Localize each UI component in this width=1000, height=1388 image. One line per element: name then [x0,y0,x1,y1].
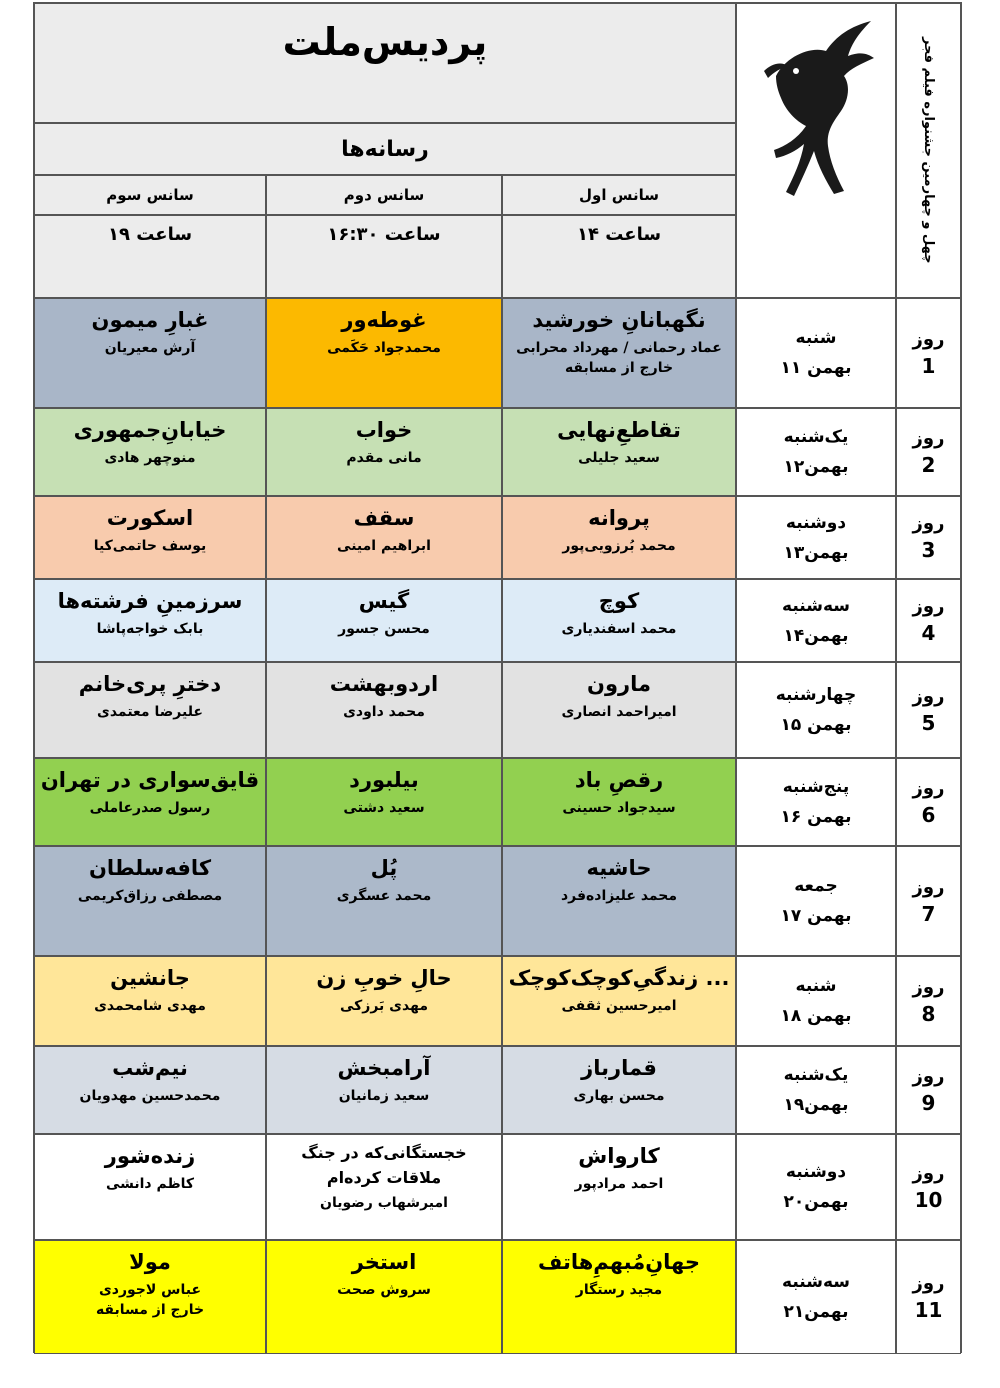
film-cell [502,846,736,956]
session-3-label-cell [34,175,266,215]
film-director: علیرضا معتمدی [97,704,203,721]
day-date: ۱۶ بهمن [780,807,852,827]
film-title: مارون [587,672,651,696]
day-word: روز [912,427,945,449]
film-title: جانشین [110,966,190,990]
film-title: کوچ [598,589,640,613]
film-title: دخترِ پری‌خانم [78,672,222,696]
day-name: دوشنبه [785,1162,847,1182]
film-director: محمدحسین مهدویان [79,1088,221,1105]
film-title: رقصِ باد [574,768,664,792]
film-director: رسول صدرعاملی [89,800,211,817]
film-note: خارج از مسابقه [95,1302,205,1319]
film-note: خارج از مسابقه [564,360,674,377]
day-name: سه‌شنبه [782,1272,850,1292]
day-date-cell [736,662,896,758]
film-cell [34,496,266,579]
day-word: روز [912,876,945,898]
film-title: جهانِ‌مُبهمِ‌هاتف [537,1250,701,1274]
film-title: زنده‌شور [104,1144,196,1168]
day-date: ۱۸ بهمن [780,1006,852,1026]
day-date-cell [736,846,896,956]
day-date: ۱۲بهمن [783,457,849,477]
film-title: کارواش [578,1144,660,1168]
film-cell [502,956,736,1046]
film-director: سعید زمانیان [338,1088,430,1105]
day-number: 5 [921,710,936,735]
film-director: محمد علیزاده‌فرد [560,888,678,905]
day-date: ۱۳بهمن [783,542,849,563]
day-date-cell [736,298,896,408]
session-3-label: سانس سوم [106,186,194,204]
film-title: آرامبخش [337,1056,431,1080]
film-director: منوچهر هادی [104,450,196,467]
day-name: پنج‌شنبه [782,777,850,797]
film-cell [34,408,266,496]
film-cell [502,579,736,662]
film-cell [266,662,502,758]
festival-cell [896,3,961,298]
film-cell [34,298,266,408]
film-title: اسکورت [106,506,194,530]
film-cell [34,662,266,758]
film-title: سقف [353,506,415,530]
day-number-cell [896,956,961,1046]
day-number: 9 [921,1090,936,1115]
day-name: دوشنبه [785,512,847,533]
film-cell [34,1046,266,1134]
film-title: خجستگانی‌که در جنگ [301,1143,467,1162]
film-cell [502,1240,736,1354]
film-cell [502,298,736,408]
day-number: 2 [921,452,936,477]
film-director: محسن بهاری [573,1088,665,1105]
day-date-cell [736,1134,896,1240]
film-cell [266,579,502,662]
title-cell [34,3,736,123]
day-date-cell [736,1240,896,1354]
day-word: روز [912,777,945,799]
day-name: یک‌شنبه [783,427,849,447]
day-date: ۱۹بهمن [783,1095,849,1115]
film-director: عماد رحمانی / مهرداد محرابی [516,340,722,357]
day-date: ۱۱ بهمن [780,358,852,378]
session-2-label: سانس دوم [343,186,425,204]
film-director: آرش معیریان [104,340,196,357]
film-cell [266,496,502,579]
venue-title: رسانه‌ها [341,136,429,162]
film-title: نیم‌شب [112,1056,188,1080]
film-director: مهدی بَرزکی [339,998,429,1015]
day-number-cell [896,758,961,846]
day-date-cell [736,496,896,579]
film-cell [34,1134,266,1240]
day-number: 6 [921,802,936,827]
session-1-label: سانس اول [579,186,659,204]
day-date: ۲۱بهمن [783,1302,849,1322]
film-director: سیدجواد حسینی [562,800,676,817]
day-name: یک‌شنبه [783,1065,849,1085]
film-title: حالِ خوبِ زن [316,966,452,990]
film-director: کاظم دانشی [105,1176,195,1193]
film-director: محمد داودی [343,704,425,721]
film-director: عباس لاجوردی [98,1282,202,1299]
film-director: امیرحسین ثقفی [561,998,677,1015]
film-title: خواب [355,418,413,442]
film-director: مجید رستگار [575,1282,663,1299]
day-number-cell [896,298,961,408]
film-cell [266,846,502,956]
film-cell [502,496,736,579]
film-cell [266,1240,502,1354]
day-number: 3 [921,538,936,562]
day-name: چهارشنبه [775,685,857,705]
film-cell [266,408,502,496]
schedule-table [33,2,962,1353]
film-cell [34,758,266,846]
film-director: محمدجواد حَکَمی [327,340,441,357]
day-name: شنبه [795,976,837,996]
day-word: روز [912,596,945,617]
day-name: شنبه [795,328,837,348]
day-number: 8 [921,1001,936,1026]
film-director: سعید دشتی [343,800,425,817]
day-number-cell [896,579,961,662]
day-word: روز [912,1162,945,1184]
film-director: سعید جلیلی [578,450,660,467]
day-number: 10 [914,1187,943,1212]
film-director: ابراهیم امینی [337,538,431,555]
day-number-cell [896,1240,961,1354]
film-director: مهدی شامحمدی [94,998,206,1015]
film-title: اردوبهشت [329,672,439,696]
day-number-cell [896,496,961,579]
film-director: مانی مقدم [346,450,422,467]
day-date-cell [736,758,896,846]
day-name: جمعه [794,876,838,896]
day-date-cell [736,579,896,662]
film-cell [502,662,736,758]
day-date-cell [736,1046,896,1134]
film-director: محمد بُرزویی‌پور [562,538,676,555]
day-date: ۱۵ بهمن [780,715,852,735]
film-title: غبارِ میمون [91,308,209,332]
day-number: 4 [921,621,936,645]
film-director: یوسف حاتمی‌کیا [93,538,207,555]
day-number-cell [896,846,961,956]
film-title: کافه‌سلطان [88,856,212,880]
day-number-cell [896,1046,961,1134]
film-cell [34,1240,266,1354]
film-director: سروش صحت [337,1282,431,1299]
session-1-time: ساعت ۱۴ [576,224,662,245]
simorgh-logo-icon [756,16,876,206]
film-title: گیس [358,589,410,613]
film-title: نگهبانانِ خورشید [532,308,706,332]
film-title: قمارباز [581,1056,657,1080]
film-director: بابک خواجه‌پاشا [96,621,204,638]
film-title: پُل [370,856,398,880]
day-date-cell [736,408,896,496]
session-1-time-cell [502,215,736,298]
film-title: سرزمینِ فرشته‌ها [57,589,243,613]
film-cell [502,408,736,496]
film-cell [266,298,502,408]
festival-name: چهل و چهارمین جشنواره فیلم فجر [921,37,936,264]
film-cell [502,1134,736,1240]
film-title: استخر [351,1250,417,1274]
day-date: ۱۷ بهمن [780,906,852,926]
day-number: 1 [921,353,936,378]
film-title: پروانه [588,506,650,530]
day-word: روز [912,1272,945,1294]
day-word: روز [912,1065,945,1087]
film-title: حاشیه [586,856,652,880]
day-number-cell [896,1134,961,1240]
session-3-time-cell [34,215,266,298]
day-word: روز [912,685,945,707]
film-cell [266,1046,502,1134]
session-2-label-cell [266,175,502,215]
day-date-cell [736,956,896,1046]
day-number: 11 [914,1297,943,1322]
session-2-time-cell [266,215,502,298]
day-date: ۱۴بهمن [783,625,849,646]
film-title-line2: ملاقات کرده‌ام [326,1167,442,1187]
day-number-cell [896,662,961,758]
day-name: سه‌شنبه [782,595,850,616]
film-cell [502,758,736,846]
session-1-label-cell [502,175,736,215]
day-word: روز [912,976,945,998]
session-2-time: ساعت ۱۶:۳۰ [327,224,441,245]
film-cell [34,579,266,662]
film-cell [266,758,502,846]
session-3-time: ساعت ۱۹ [107,224,193,245]
film-title: مولا [129,1250,171,1274]
film-director: امیرشهاب رضویان [320,1194,448,1211]
day-word: روز [912,328,945,350]
film-title: زندگیِ‌کوچک‌کوچک ... [508,966,730,990]
day-number-cell [896,408,961,496]
film-cell [34,846,266,956]
film-cell [502,1046,736,1134]
film-cell [34,956,266,1046]
film-director: محمد اسفندیاری [561,621,677,638]
film-title: قایق‌سواری در تهران [40,768,260,792]
page-title: پردیس‌ملت [282,20,488,64]
film-director: مصطفی رزاق‌کریمی [77,888,223,905]
film-title: خیابانِ‌جمهوری [73,418,227,442]
day-word: روز [912,513,945,534]
venue-cell [34,123,736,175]
film-director: محسن جسور [338,621,430,638]
film-cell [266,1134,502,1240]
logo-cell [736,3,896,298]
film-cell [266,956,502,1046]
film-director: امیراحمد انصاری [561,704,677,721]
day-date: ۲۰بهمن [783,1192,849,1212]
film-title: بیلبورد [349,768,419,792]
film-director: احمد مرادپور [574,1176,664,1193]
day-number: 7 [921,901,936,926]
film-director: محمد عسگری [336,888,432,905]
film-title: تقاطعِ‌نهایی [557,418,681,442]
film-title: غوطه‌ور [341,308,427,332]
